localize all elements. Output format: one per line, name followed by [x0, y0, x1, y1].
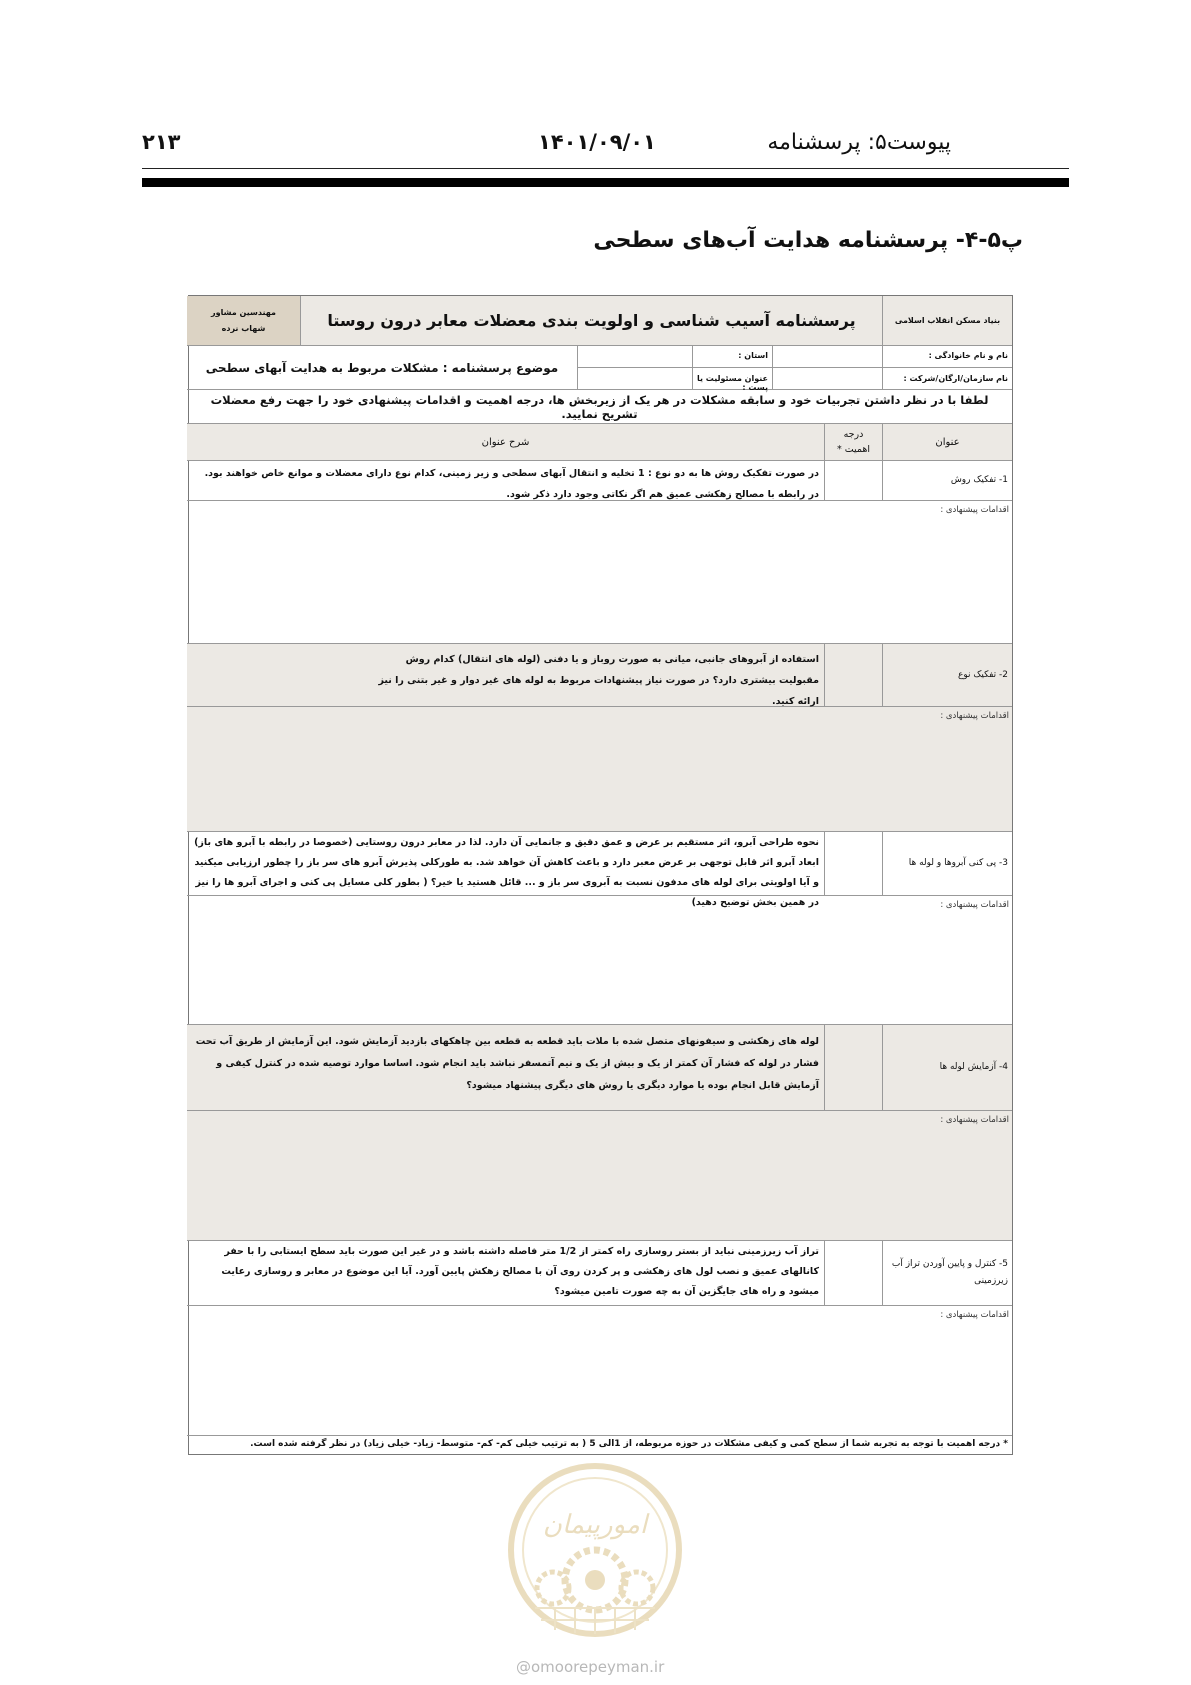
- subject-cell: [187, 346, 577, 390]
- row-4-importance-field[interactable]: [824, 1025, 882, 1111]
- col-importance: درجه اهمیت *: [836, 429, 871, 455]
- name-label-cell: [882, 346, 1012, 368]
- row-1-title: 1- تفکیک روش: [950, 475, 1008, 485]
- row-4-title: 4- آزمایش لوله ها: [939, 1062, 1008, 1072]
- row-4-description-cell: [187, 1025, 824, 1111]
- row-4-answer-label: اقدامات پیشنهادی :: [940, 1115, 1009, 1125]
- row-1-description-cell: [187, 461, 824, 501]
- col-description: شرح عنوان: [481, 436, 530, 448]
- col-description-cell: [187, 424, 824, 461]
- org-left-line2: شهاب نرده: [221, 323, 266, 333]
- row-1-importance-field[interactable]: [824, 461, 882, 501]
- row-5-description-cell: [187, 1241, 824, 1306]
- row-5-title: 5- کنترل و پایین آوردن تراز آب زیرزمینی: [891, 1259, 1008, 1286]
- row-4-title-cell: [882, 1025, 1012, 1111]
- position-label-cell: [692, 368, 772, 390]
- page-number: ۲۱۳: [142, 130, 181, 154]
- row-2-description-cell: [187, 644, 824, 707]
- row-3-answer-label: اقدامات پیشنهادی :: [940, 900, 1009, 910]
- watermark-url: @omoorepeyman.ir: [516, 1658, 665, 1676]
- appendix-title: پیوست۵: پرسشنامه: [767, 130, 951, 155]
- row-5-title-cell: [882, 1241, 1012, 1306]
- footnote: * درجه اهمیت با توجه به تجربه شما از سطح کمی و کیفی مشکلات در حوزه مربوطه، از 1الی 5 ( به ترتیب خیلی کم- کم- متوسط- زیاد- خیلی زیاد) در نظر گرفته شده است.: [250, 1439, 1008, 1449]
- org-right-cell: [882, 296, 1012, 346]
- section-title: پ۵-۴- پرسشنامه هدایت آب‌های سطحی: [593, 228, 1023, 253]
- row-3-description-cell: [187, 832, 824, 908]
- watermark-logo: [505, 1458, 685, 1653]
- org-left-line1: مهندسین مشاور: [211, 307, 276, 317]
- row-5-answer-area[interactable]: [187, 1306, 1012, 1436]
- main-title: پرسشنامه آسیب شناسی و اولویت بندی معضلات معابر درون روستا: [327, 311, 856, 330]
- col-importance-cell: [824, 424, 882, 461]
- row-1-answer-label: اقدامات پیشنهادی :: [940, 505, 1009, 515]
- main-title-cell: [300, 296, 882, 346]
- row-5-answer-label: اقدامات پیشنهادی :: [940, 1310, 1009, 1320]
- row-5-description: تراز آب زیرزمینی نباید از بستر روسازی راه کمتر از 1/2 متر فاصله داشته باشد و در غیر این صورت باید سطح ایستابی را با حفر کانالهای عمیق و نصب لول های زهکشی و پر کردن روی آن با مصالح زهکش پایین آورد. آیا این موضوع در معابر و روسازی رعایت میشود و راه های جایگزین آن به چه صورت تامین میشود؟: [221, 1246, 819, 1297]
- row-2-title: 2- تفکیک نوع: [957, 669, 1008, 680]
- org-label: نام سازمان/ارگان/شرکت :: [903, 374, 1008, 383]
- row-5-importance-field[interactable]: [824, 1241, 882, 1306]
- province-field[interactable]: [577, 346, 692, 368]
- row-2-importance-field[interactable]: [824, 644, 882, 707]
- province-label-cell: [692, 346, 772, 368]
- instruction-cell: [187, 390, 1012, 424]
- col-title: عنوان: [935, 436, 960, 448]
- position-field[interactable]: [577, 368, 692, 390]
- name-label: نام و نام خانوادگی :: [928, 351, 1008, 360]
- org-field[interactable]: [772, 368, 882, 390]
- province-label: استان :: [738, 351, 768, 360]
- row-4-description: لوله های زهکشی و سیفونهای متصل شده با ملات باید قطعه به قطعه بین چاهکهای بازدید آزمایش شود. این آزمایش از طریق آب تحت فشار در لوله که فشار آن کمتر از یک و بیش از یک و نیم آتمسفر نباشد باید انجام شود. اساسا موارد توصیه شده در کنترل کیفی و آزمایش قابل انجام بوده یا موارد دیگری یا روش های دیگری پیشنهاد میشود؟: [195, 1036, 819, 1091]
- row-2-title-cell: [882, 644, 1012, 707]
- org-left-cell: [187, 296, 300, 346]
- watermark-logo-text: امورپیمان: [542, 1510, 648, 1540]
- instruction: لطفا با در نظر داشتن تجربیات خود و سابقه مشکلات در هر یک از زیربخش ها، درجه اهمیت و اقدامات پیشنهادی خود را جهت رفع معضلات تشریح نمایید.: [210, 392, 989, 421]
- header-rule-thin: [142, 168, 1069, 169]
- col-title-cell: [882, 424, 1012, 461]
- row-2-answer-area[interactable]: [187, 707, 1012, 832]
- org-right-name: بنیاد مسکن انقلاب اسلامی: [894, 316, 1001, 325]
- row-1-answer-area[interactable]: [187, 501, 1012, 644]
- header-rule-thick: [142, 178, 1069, 187]
- row-3-answer-area[interactable]: [187, 896, 1012, 1025]
- row-2-answer-label: اقدامات پیشنهادی :: [940, 711, 1009, 721]
- questionnaire-form: [188, 295, 1013, 1455]
- subject: موضوع پرسشنامه : مشکلات مربوط به هدایت آبهای سطحی: [205, 360, 559, 375]
- row-3-title-cell: [882, 832, 1012, 896]
- org-label-cell: [882, 368, 1012, 390]
- row-1-title-cell: [882, 461, 1012, 501]
- row-3-title: 3- پی کنی آبروها و لوله ها: [908, 858, 1008, 868]
- row-4-answer-area[interactable]: [187, 1111, 1012, 1241]
- row-2-description: استفاده از آبروهای جانبی، میانی به صورت روباز و یا دفنی (لوله های انتقال) کدام روش مقبولیت بیشتری دارد؟ در صورت نیاز پیشنهادات مربوط به لوله های غیر دوار و غیر بتنی را نیز ارائه کنید.: [378, 654, 819, 707]
- footnote-cell: [187, 1436, 1012, 1455]
- position-label: عنوان مسئولیت یا پست :: [696, 374, 768, 392]
- name-field[interactable]: [772, 346, 882, 368]
- row-3-description: نحوه طراحی آبرو، اثر مستقیم بر عرض و عمق دقیق و جانمایی آن دارد. لذا در معابر درون روستایی (خصوصا در رابطه با آبرو های باز) ابعاد آبرو اثر قابل توجهی بر عرض معبر دارد و باعث کاهش آن خواهد شد. به طورکلی پذیرش آبرو های سر باز را چطور ارزیابی میکنید و آیا اولویتی برای لوله های مدفون نسبت به آبروی سر باز و ... قائل هستید یا خیر؟ ( بطور کلی مسایل پی کنی و اجرای آبرو ها را نیز در همین بخش توضیح دهید): [194, 837, 819, 908]
- row-1-description: در صورت تفکیک روش ها به دو نوع : 1 تخلیه و انتقال آبهای سطحی و زیر زمینی، کدام نوع دارای معضلات و موانع خاص خواهند بود. در رابطه با مصالح زهکشی عمیق هم اگر نکاتی وجود دارد ذکر شود.: [204, 468, 819, 500]
- header-date: ۱۴۰۱/۰۹/۰۱: [538, 130, 656, 154]
- row-3-importance-field[interactable]: [824, 832, 882, 896]
